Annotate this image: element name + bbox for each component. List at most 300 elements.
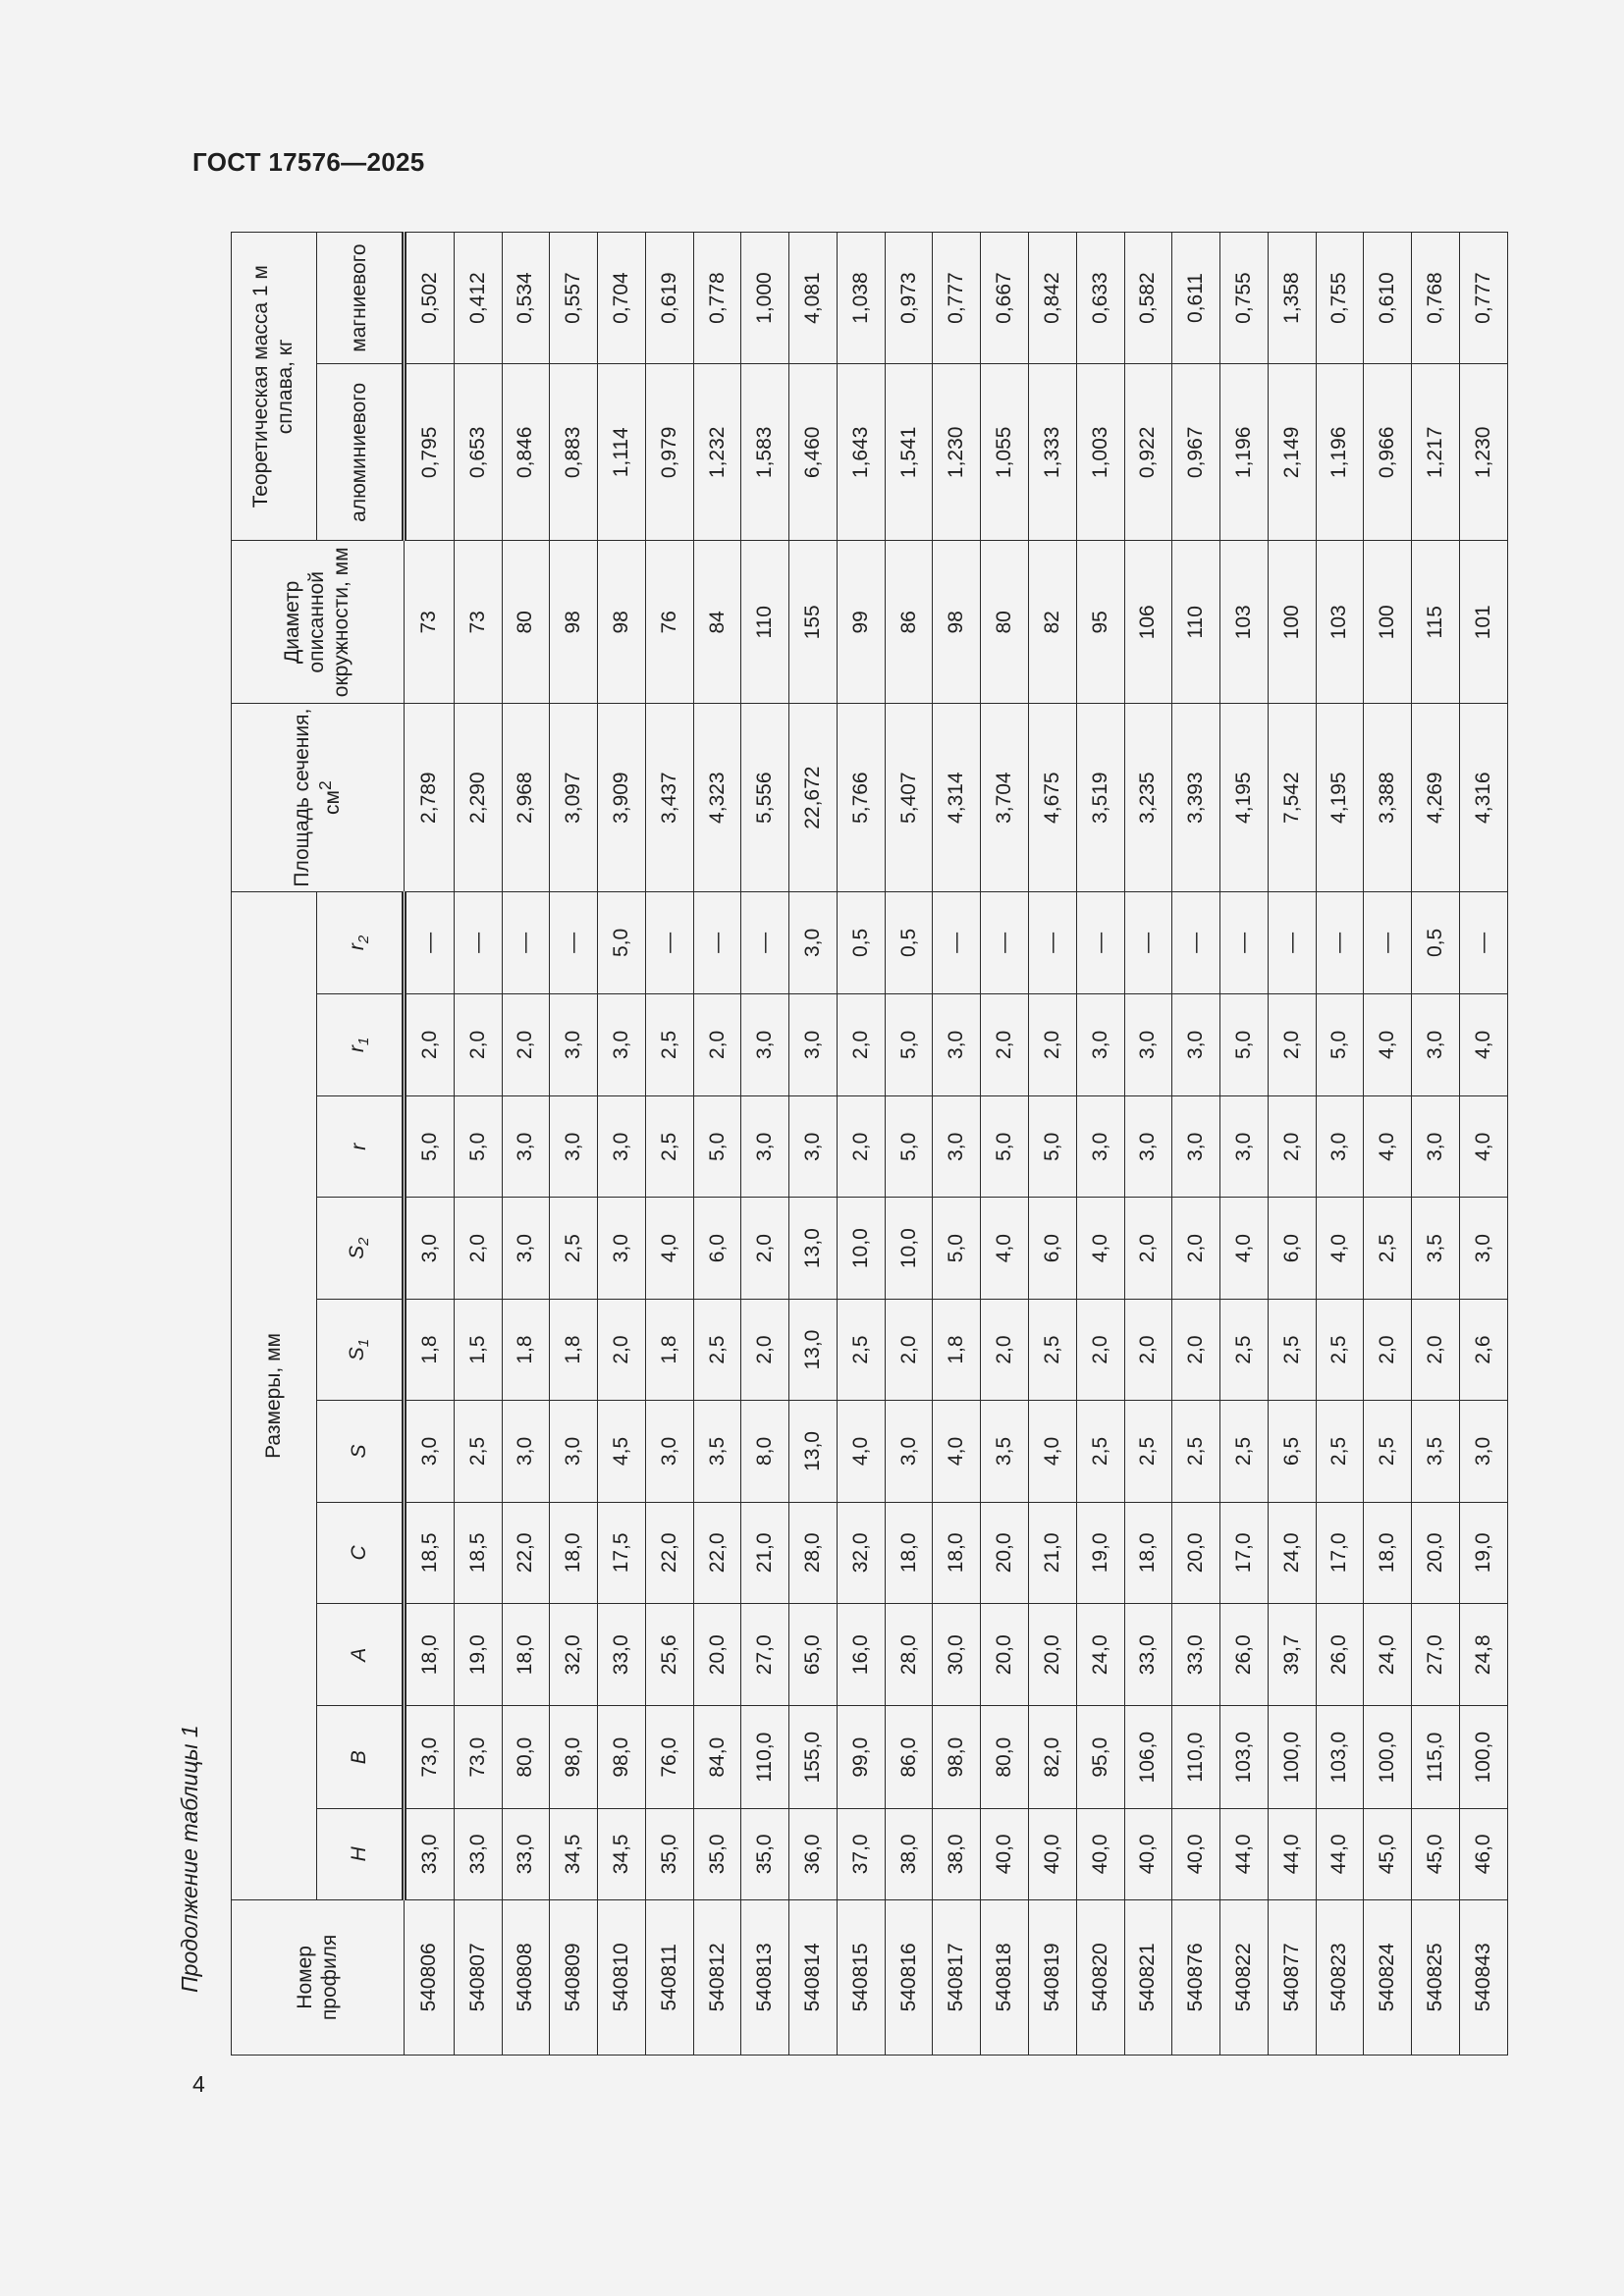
table-cell: 20,0	[1412, 1502, 1460, 1603]
table-cell: 2,968	[502, 704, 550, 892]
table-cell: 28,0	[789, 1502, 838, 1603]
table-cell: 4,269	[1412, 704, 1460, 892]
table-cell: 4,081	[789, 233, 838, 364]
table-row	[1364, 233, 1412, 2056]
table-cell: 22,0	[645, 1502, 693, 1603]
table-cell: 4,314	[933, 704, 981, 892]
table-cell: 2,5	[1268, 1299, 1316, 1400]
table-cell: 155,0	[789, 1706, 838, 1808]
table-cell: 7,542	[1268, 704, 1316, 892]
table-cell: 18,5	[454, 1502, 502, 1603]
table-cell: 5,0	[1316, 993, 1364, 1095]
table-cell: 5,0	[885, 993, 933, 1095]
header-B: B	[317, 1706, 405, 1808]
table-cell: —	[550, 892, 598, 994]
table-cell: 2,5	[645, 993, 693, 1095]
table-cell: 99	[837, 541, 885, 704]
table-cell: 73,0	[405, 1706, 455, 1808]
table-cell: 2,0	[1172, 1198, 1220, 1299]
header-r: r	[317, 1096, 405, 1198]
table-cell: 80	[981, 541, 1029, 704]
table-cell: 3,0	[1316, 1096, 1364, 1198]
table-container	[231, 232, 1508, 2056]
table-cell: 1,038	[837, 233, 885, 364]
profile-number-cell: 540809	[550, 1899, 598, 2055]
header-r1	[317, 993, 405, 1095]
table-cell: 5,0	[1220, 993, 1269, 1095]
table-cell: 3,0	[741, 993, 789, 1095]
table-cell: 2,5	[1364, 1401, 1412, 1502]
table-cell: 110	[741, 541, 789, 704]
table-cell: 2,5	[1172, 1401, 1220, 1502]
table-cell: 6,460	[789, 364, 838, 541]
header-r1-main: r	[346, 1045, 369, 1053]
table-cell: —	[1029, 892, 1077, 994]
table-cell: 0,502	[405, 233, 455, 364]
table-cell: —	[1364, 892, 1412, 994]
table-cell: 2,5	[837, 1299, 885, 1400]
table-cell: 0,653	[454, 364, 502, 541]
header-r2	[317, 892, 405, 994]
table-cell: 65,0	[789, 1604, 838, 1706]
header-area-text: Площадь сечения, см	[290, 708, 344, 887]
table-cell: 3,393	[1172, 704, 1220, 892]
table-cell: 10,0	[885, 1198, 933, 1299]
table-cell: 2,0	[1268, 993, 1316, 1095]
table-cell: 2,0	[837, 993, 885, 1095]
header-S1-sub: 1	[355, 1338, 373, 1348]
table-cell: 2,0	[981, 993, 1029, 1095]
table-cell: 2,0	[598, 1299, 646, 1400]
table-cell: 18,5	[405, 1502, 455, 1603]
table-cell: 3,0	[1412, 1096, 1460, 1198]
table-cell: 0,966	[1364, 364, 1412, 541]
table-cell: 1,230	[1459, 364, 1507, 541]
table-cell: 100,0	[1364, 1706, 1412, 1808]
table-cell: 73	[454, 541, 502, 704]
table-cell: 34,5	[550, 1808, 598, 1899]
table-cell: 40,0	[1172, 1808, 1220, 1899]
table-cell: 2,5	[1220, 1299, 1269, 1400]
table-cell: 18,0	[1364, 1502, 1412, 1603]
table-cell: 5,407	[885, 704, 933, 892]
table-cell: 16,0	[837, 1604, 885, 1706]
table-cell: —	[981, 892, 1029, 994]
table-cell: 1,8	[550, 1299, 598, 1400]
table-cell: 3,0	[550, 1401, 598, 1502]
table-cell: 24,8	[1459, 1604, 1507, 1706]
table-cell: 0,755	[1220, 233, 1269, 364]
table-cell: 1,643	[837, 364, 885, 541]
table-cell: 2,0	[502, 993, 550, 1095]
table-cell: 2,0	[1029, 993, 1077, 1095]
header-C: C	[317, 1502, 405, 1603]
table-cell: 0,922	[1124, 364, 1172, 541]
profile-number-cell: 540806	[405, 1899, 455, 2055]
table-cell: 115,0	[1412, 1706, 1460, 1808]
table-cell: —	[1172, 892, 1220, 994]
table-cell: 103	[1220, 541, 1269, 704]
table-cell: 33,0	[598, 1604, 646, 1706]
table-cell: 37,0	[837, 1808, 885, 1899]
table-cell: 99,0	[837, 1706, 885, 1808]
table-cell: 0,582	[1124, 233, 1172, 364]
table-cell: 4,195	[1316, 704, 1364, 892]
table-row	[741, 233, 789, 2056]
table-cell: 2,5	[454, 1401, 502, 1502]
table-row	[1316, 233, 1364, 2056]
table-row	[1076, 233, 1124, 2056]
table-cell: 6,0	[1268, 1198, 1316, 1299]
table-cell: 35,0	[645, 1808, 693, 1899]
table-cell: 3,0	[789, 993, 838, 1095]
table-cell: 3,0	[598, 1096, 646, 1198]
table-row	[454, 233, 502, 2056]
table-cell: 3,0	[1412, 993, 1460, 1095]
table-cell: 110,0	[1172, 1706, 1220, 1808]
table-cell: 40,0	[1029, 1808, 1077, 1899]
table-cell: 17,5	[598, 1502, 646, 1603]
table-cell: 2,0	[885, 1299, 933, 1400]
table-cell: 1,217	[1412, 364, 1460, 541]
table-cell: 19,0	[1459, 1502, 1507, 1603]
table-cell: 1,230	[933, 364, 981, 541]
table-cell: 4,0	[645, 1198, 693, 1299]
table-cell: 5,0	[885, 1096, 933, 1198]
table-cell: 98	[550, 541, 598, 704]
table-cell: 100,0	[1459, 1706, 1507, 1808]
table-cell: 5,0	[405, 1096, 455, 1198]
table-row	[837, 233, 885, 2056]
table-cell: 100	[1364, 541, 1412, 704]
table-cell: 2,5	[550, 1198, 598, 1299]
table-cell: 5,0	[981, 1096, 1029, 1198]
table-cell: 5,0	[933, 1198, 981, 1299]
table-cell: 4,0	[1459, 993, 1507, 1095]
table-cell: 3,0	[1220, 1096, 1269, 1198]
table-cell: 0,5	[837, 892, 885, 994]
table-cell: 3,0	[1172, 1096, 1220, 1198]
table-cell: 0,842	[1029, 233, 1077, 364]
table-cell: 25,6	[645, 1604, 693, 1706]
table-cell: 0,5	[885, 892, 933, 994]
header-S2-sub: 2	[355, 1237, 373, 1246]
table-row	[550, 233, 598, 2056]
table-cell: 13,0	[789, 1299, 838, 1400]
table-cell: 6,0	[1029, 1198, 1077, 1299]
table-cell: 1,333	[1029, 364, 1077, 541]
table-cell: 22,0	[693, 1502, 741, 1603]
table-row	[645, 233, 693, 2056]
profile-number-cell: 540817	[933, 1899, 981, 2055]
table-cell: 32,0	[550, 1604, 598, 1706]
profile-number-cell: 540825	[1412, 1899, 1460, 2055]
header-mass-mg: магниевого	[317, 233, 405, 364]
table-cell: 3,0	[789, 1096, 838, 1198]
table-cell: 86,0	[885, 1706, 933, 1808]
header-diameter: Диаметр описанной окружности, мм	[232, 541, 405, 704]
profile-number-cell: 540820	[1076, 1899, 1124, 2055]
header-H: H	[317, 1808, 405, 1899]
table-row	[502, 233, 550, 2056]
table-cell: 106,0	[1124, 1706, 1172, 1808]
table-cell: 0,777	[1459, 233, 1507, 364]
table-cell: 3,704	[981, 704, 1029, 892]
table-cell: 13,0	[789, 1198, 838, 1299]
header-r2-main: r	[346, 943, 369, 951]
table-cell: 4,195	[1220, 704, 1269, 892]
table-cell: 3,0	[550, 1096, 598, 1198]
table-cell: 0,755	[1316, 233, 1364, 364]
table-cell: 1,196	[1316, 364, 1364, 541]
table-cell: 3,0	[1076, 993, 1124, 1095]
table-cell: 1,8	[502, 1299, 550, 1400]
profile-number-cell: 540816	[885, 1899, 933, 2055]
table-cell: —	[1316, 892, 1364, 994]
header-mass-al: алюминиевого	[317, 364, 405, 541]
table-cell: 34,5	[598, 1808, 646, 1899]
table-cell: 76,0	[645, 1706, 693, 1808]
table-cell: 100	[1268, 541, 1316, 704]
table-cell: 2,0	[1412, 1299, 1460, 1400]
table-cell: 0,768	[1412, 233, 1460, 364]
table-cell: 73	[405, 541, 455, 704]
table-cell: 3,0	[502, 1096, 550, 1198]
table-cell: 98	[598, 541, 646, 704]
table-body	[405, 233, 1508, 2056]
table-cell: —	[1076, 892, 1124, 994]
table-row	[405, 233, 455, 2056]
header-sizes-group: Размеры, мм	[232, 892, 317, 1900]
table-cell: 1,196	[1220, 364, 1269, 541]
table-cell: 3,235	[1124, 704, 1172, 892]
table-row	[885, 233, 933, 2056]
table-cell: 19,0	[1076, 1502, 1124, 1603]
table-cell: 3,5	[693, 1401, 741, 1502]
table-cell: 3,519	[1076, 704, 1124, 892]
table-cell: 98,0	[550, 1706, 598, 1808]
table-cell: 3,437	[645, 704, 693, 892]
table-cell: 3,5	[1412, 1198, 1460, 1299]
table-cell: 44,0	[1316, 1808, 1364, 1899]
table-cell: 38,0	[885, 1808, 933, 1899]
table-cell: 4,0	[933, 1401, 981, 1502]
table-cell: 27,0	[741, 1604, 789, 1706]
page-number: 4	[192, 2071, 205, 2097]
table-cell: 3,0	[405, 1401, 455, 1502]
table-cell: —	[1220, 892, 1269, 994]
table-cell: 0,973	[885, 233, 933, 364]
table-row	[693, 233, 741, 2056]
table-cell: 20,0	[981, 1604, 1029, 1706]
table-cell: 30,0	[933, 1604, 981, 1706]
table-cell: 5,766	[837, 704, 885, 892]
header-A: A	[317, 1604, 405, 1706]
profile-number-cell: 540814	[789, 1899, 838, 2055]
table-cell: 2,0	[454, 1198, 502, 1299]
table-cell: 0,883	[550, 364, 598, 541]
profile-number-cell: 540807	[454, 1899, 502, 2055]
profiles-table	[231, 232, 1508, 2056]
table-cell: 2,0	[981, 1299, 1029, 1400]
table-cell: 1,114	[598, 364, 646, 541]
table-cell: 4,0	[1364, 993, 1412, 1095]
header-S2-main: S	[346, 1245, 369, 1259]
table-row	[981, 233, 1029, 2056]
table-cell: 17,0	[1316, 1502, 1364, 1603]
table-cell: 82,0	[1029, 1706, 1077, 1808]
table-cell: 4,316	[1459, 704, 1507, 892]
table-cell: 3,0	[502, 1198, 550, 1299]
table-cell: 36,0	[789, 1808, 838, 1899]
profile-number-cell: 540819	[1029, 1899, 1077, 2055]
table-cell: 0,667	[981, 233, 1029, 364]
table-cell: 18,0	[933, 1502, 981, 1603]
table-cell: 3,388	[1364, 704, 1412, 892]
table-caption: Продолжение таблицы 1	[177, 1725, 202, 1993]
table-cell: 18,0	[1124, 1502, 1172, 1603]
table-cell: 80	[502, 541, 550, 704]
table-cell: 4,323	[693, 704, 741, 892]
table-cell: 2,290	[454, 704, 502, 892]
table-cell: 1,8	[405, 1299, 455, 1400]
table-cell: 86	[885, 541, 933, 704]
table-cell: 5,556	[741, 704, 789, 892]
table-cell: 101	[1459, 541, 1507, 704]
table-cell: 27,0	[1412, 1604, 1460, 1706]
table-cell: 4,0	[1459, 1096, 1507, 1198]
table-cell: 2,5	[645, 1096, 693, 1198]
table-cell: 2,0	[454, 993, 502, 1095]
table-cell: 2,5	[1029, 1299, 1077, 1400]
table-row	[598, 233, 646, 2056]
table-cell: 84,0	[693, 1706, 741, 1808]
table-cell: 40,0	[1076, 1808, 1124, 1899]
table-cell: 2,5	[1364, 1198, 1412, 1299]
table-cell: 39,7	[1268, 1604, 1316, 1706]
table-cell: 10,0	[837, 1198, 885, 1299]
profile-number-cell: 540843	[1459, 1899, 1507, 2055]
table-row	[1172, 233, 1220, 2056]
table-row	[789, 233, 838, 2056]
table-cell: 6,0	[693, 1198, 741, 1299]
table-cell: —	[1268, 892, 1316, 994]
table-cell: 84	[693, 541, 741, 704]
table-cell: 3,5	[981, 1401, 1029, 1502]
profile-number-cell: 540821	[1124, 1899, 1172, 2055]
table-cell: —	[1459, 892, 1507, 994]
table-cell: 2,5	[693, 1299, 741, 1400]
table-cell: 4,0	[981, 1198, 1029, 1299]
table-cell: 3,0	[405, 1198, 455, 1299]
table-cell: 3,0	[1124, 1096, 1172, 1198]
table-cell: 1,055	[981, 364, 1029, 541]
table-cell: 5,0	[693, 1096, 741, 1198]
table-cell: 2,0	[837, 1096, 885, 1198]
table-cell: —	[1124, 892, 1172, 994]
table-cell: 0,795	[405, 364, 455, 541]
table-cell: 2,0	[741, 1198, 789, 1299]
profile-number-cell: 540818	[981, 1899, 1029, 2055]
table-cell: 1,358	[1268, 233, 1316, 364]
table-cell: 0,557	[550, 233, 598, 364]
table-cell: 3,0	[645, 1401, 693, 1502]
table-cell: 3,0	[885, 1401, 933, 1502]
table-cell: 1,541	[885, 364, 933, 541]
table-cell: 2,5	[1220, 1401, 1269, 1502]
profile-number-cell: 540876	[1172, 1899, 1220, 2055]
table-row	[1412, 233, 1460, 2056]
table-cell: 33,0	[454, 1808, 502, 1899]
table-cell: 2,6	[1459, 1299, 1507, 1400]
table-row	[1029, 233, 1077, 2056]
table-cell: 33,0	[1124, 1604, 1172, 1706]
table-cell: 3,0	[1459, 1198, 1507, 1299]
table-cell: 8,0	[741, 1401, 789, 1502]
table-cell: 40,0	[1124, 1808, 1172, 1899]
table-cell: 33,0	[502, 1808, 550, 1899]
table-cell: 3,0	[598, 1198, 646, 1299]
table-cell: 1,5	[454, 1299, 502, 1400]
table-cell: 44,0	[1220, 1808, 1269, 1899]
table-cell: 6,5	[1268, 1401, 1316, 1502]
header-S1-main: S	[346, 1347, 369, 1362]
profile-number-cell: 540823	[1316, 1899, 1364, 2055]
table-cell: 3,5	[1412, 1401, 1460, 1502]
table-cell: 5,0	[454, 1096, 502, 1198]
table-cell: —	[405, 892, 455, 994]
table-cell: 0,633	[1076, 233, 1124, 364]
table-cell: —	[933, 892, 981, 994]
table-cell: 5,0	[1029, 1096, 1077, 1198]
table-cell: 2,5	[1124, 1401, 1172, 1502]
table-cell: 0,534	[502, 233, 550, 364]
table-cell: —	[454, 892, 502, 994]
table-cell: 2,0	[1268, 1096, 1316, 1198]
table-cell: 103,0	[1316, 1706, 1364, 1808]
table-cell: 4,0	[1076, 1198, 1124, 1299]
table-cell: 3,0	[550, 993, 598, 1095]
table-cell: 3,0	[1459, 1401, 1507, 1502]
table-cell: 80,0	[981, 1706, 1029, 1808]
table-row	[1124, 233, 1172, 2056]
table-cell: 2,0	[1076, 1299, 1124, 1400]
table-cell: 73,0	[454, 1706, 502, 1808]
table-cell: 2,5	[1316, 1299, 1364, 1400]
table-cell: 0,846	[502, 364, 550, 541]
table-cell: 3,0	[1124, 993, 1172, 1095]
table-cell: 3,0	[1076, 1096, 1124, 1198]
table-row	[1268, 233, 1316, 2056]
table-cell: 4,675	[1029, 704, 1077, 892]
table-cell: 26,0	[1316, 1604, 1364, 1706]
table-cell: 0,967	[1172, 364, 1220, 541]
table-cell: 76	[645, 541, 693, 704]
table-row	[933, 233, 981, 2056]
table-cell: 0,777	[933, 233, 981, 364]
table-cell: 2,789	[405, 704, 455, 892]
table-cell: 22,672	[789, 704, 838, 892]
table-cell: 0,5	[1412, 892, 1460, 994]
table-cell: 3,0	[933, 1096, 981, 1198]
table-cell: 19,0	[454, 1604, 502, 1706]
document-header: ГОСТ 17576—2025	[192, 147, 425, 177]
table-cell: 98	[933, 541, 981, 704]
table-cell: 0,611	[1172, 233, 1220, 364]
table-cell: 98,0	[933, 1706, 981, 1808]
table-cell: 155	[789, 541, 838, 704]
table-cell: 2,0	[1364, 1299, 1412, 1400]
